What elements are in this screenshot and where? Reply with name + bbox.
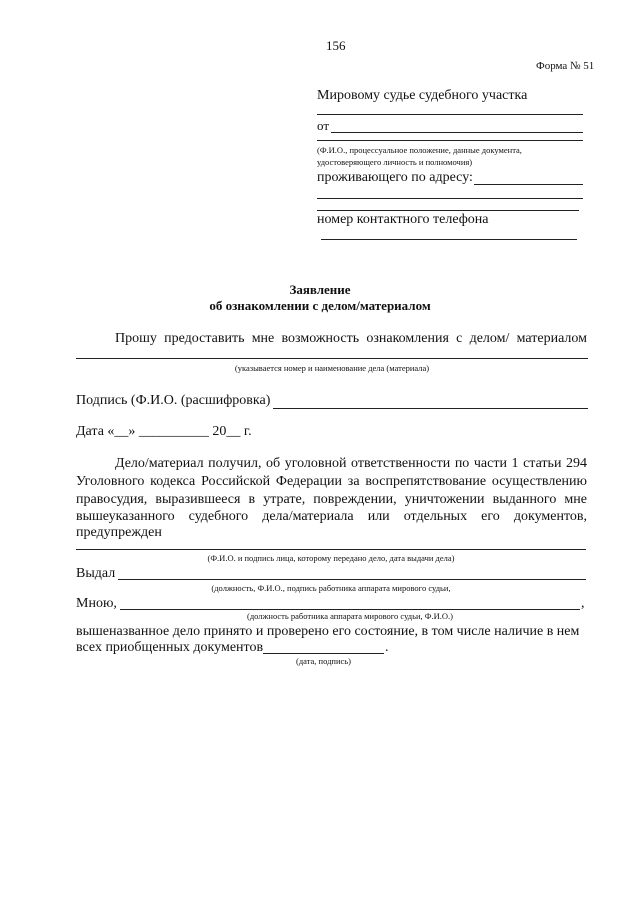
address-line-3 — [317, 210, 579, 211]
address-line-1 — [474, 184, 583, 185]
fio-note: (Ф.И.О., процессуальное положение, данные документа, удостоверяющего личность и полномочия) — [317, 145, 522, 167]
from-line — [331, 132, 583, 133]
request-text: Прошу предоставить мне возможность ознакомления с делом/ материалом — [115, 331, 587, 346]
date-label: Дата «__» __________ 20__ г. — [76, 424, 252, 439]
request-note: (указывается номер и наименование дела (материала) — [234, 363, 430, 373]
address-label: проживающего по адресу: — [317, 170, 473, 185]
addressee-from: от — [317, 118, 330, 133]
document-title: Заявление — [289, 282, 351, 297]
signature-label: Подпись (Ф.И.О. (расшифровка) — [76, 393, 271, 408]
issued-label: Выдал — [76, 566, 116, 581]
receipt-line-4: вышеуказанного судебного дела/материала или отдельных его документов, — [76, 509, 587, 524]
by-me-label: Мною, — [76, 596, 117, 611]
phone-line — [321, 239, 577, 240]
addressee-line-1 — [317, 114, 583, 115]
by-me-comma: , — [581, 596, 585, 611]
receipt-line-6: вышеназванное дело принято и проверено его состояние, в том числе наличие в нем — [76, 624, 580, 639]
recipient-note: (Ф.И.О. и подпись лица, которому передано дело, дата выдачи дела) — [207, 553, 455, 563]
receipt-line-1: Дело/материал получил, об уголовной ответственности по части 1 статьи 294 — [115, 456, 587, 471]
by-me-note: (должность работника аппарата мирового судьи, Ф.И.О.) — [246, 611, 453, 621]
by-me-line — [120, 609, 580, 610]
date-sign-dot: . — [385, 640, 389, 655]
receipt-line-7: всех приобщенных документов — [76, 640, 264, 655]
issued-line — [118, 579, 586, 580]
receipt-line-5: предупрежден — [76, 525, 162, 540]
receipt-line-3: правосудия, выразившееся в утрате, повреждении, уничтожении выданного мне — [76, 492, 587, 507]
date-sign-note: (дата, подпись) — [295, 656, 351, 666]
document-subtitle: об ознакомлении с делом/материалом — [209, 298, 431, 313]
addressee-line-2 — [317, 140, 583, 141]
page-number: 156 — [326, 38, 346, 53]
addressee-to: Мировому судье судебного участка — [317, 88, 528, 103]
signature-line — [273, 408, 588, 409]
date-sign-line — [263, 653, 384, 654]
receipt-line-2: Уголовного кодекса Российской Федерации за воспрепятствование осуществлению — [76, 474, 587, 489]
request-line — [76, 358, 588, 359]
phone-label: номер контактного телефона — [317, 212, 489, 227]
recipient-line — [76, 549, 586, 550]
issued-note: (должность, Ф.И.О., подпись работника аппарата мирового судьи, — [211, 583, 451, 593]
address-line-2 — [317, 198, 583, 199]
form-label: Форма № 51 — [536, 60, 595, 72]
